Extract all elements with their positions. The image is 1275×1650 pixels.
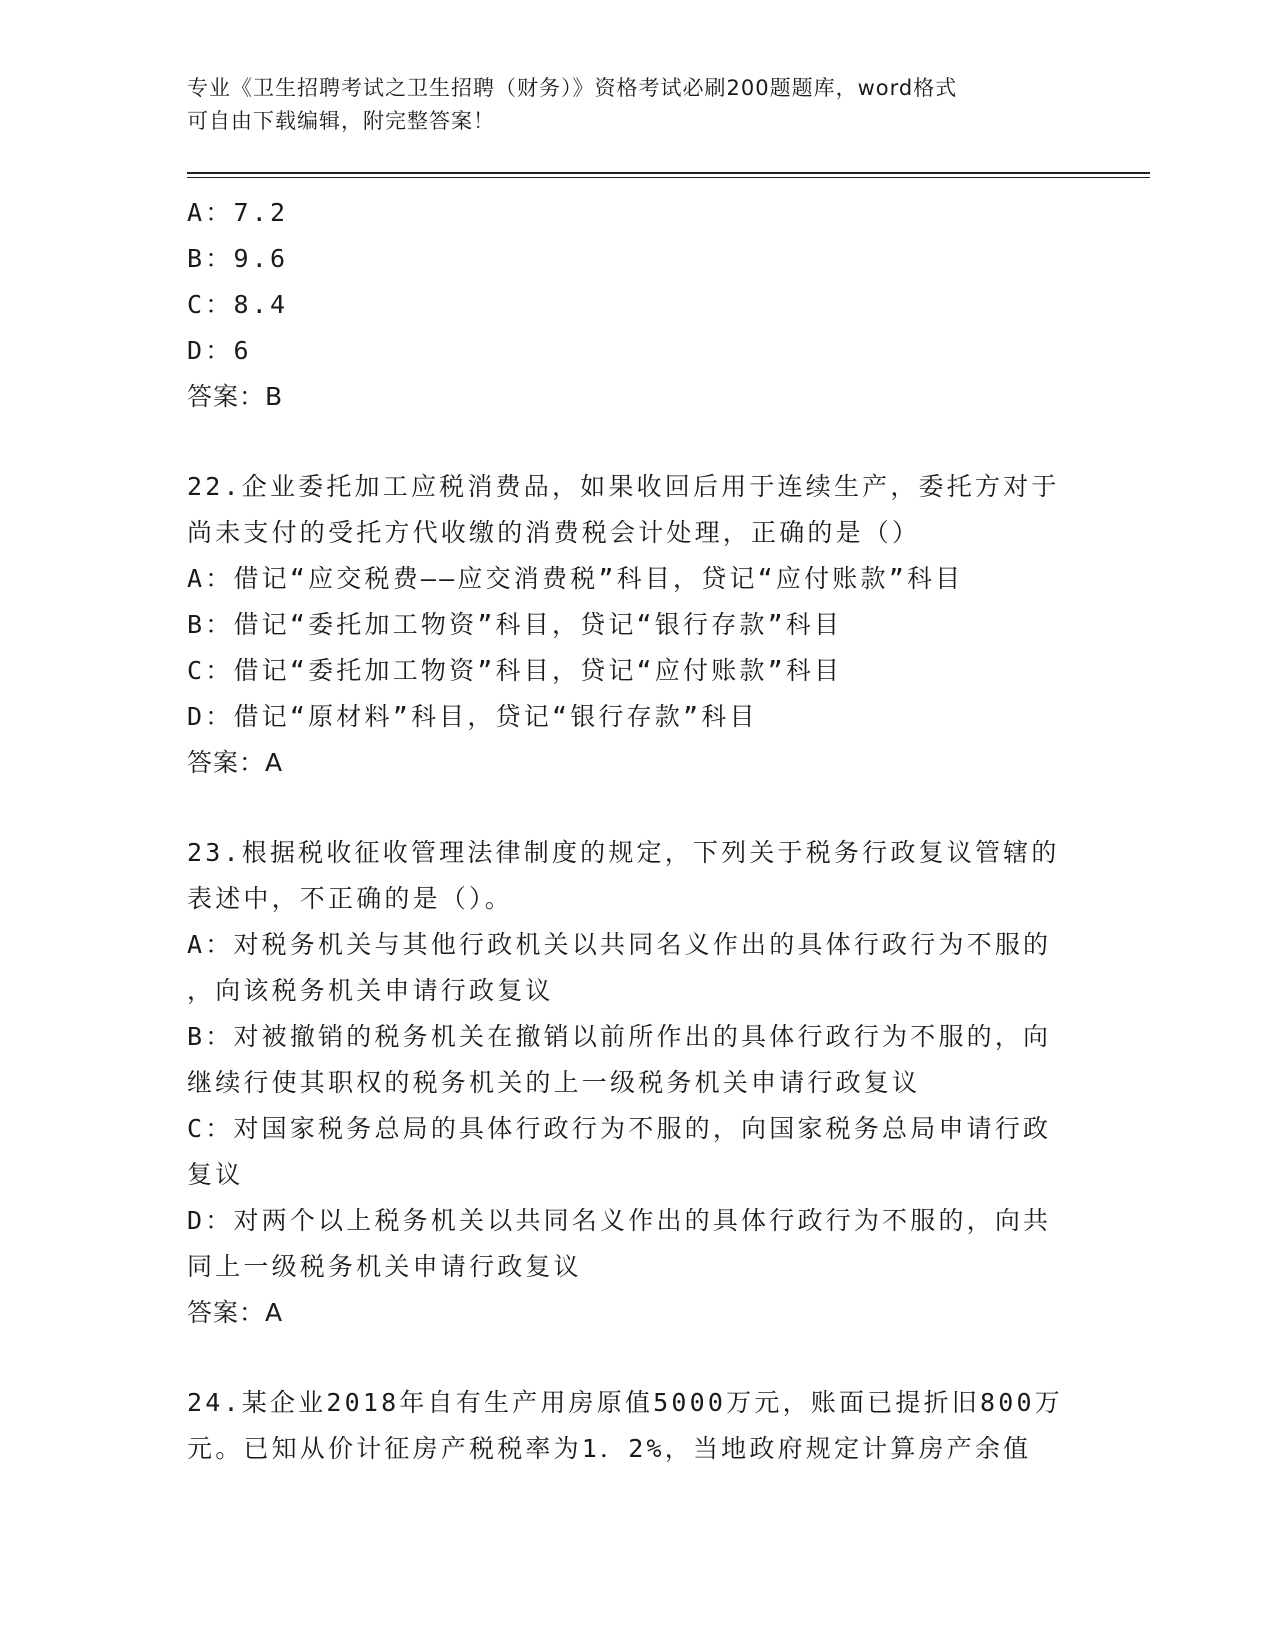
question-stem: 元。已知从价计征房产税税率为1．2%，当地政府规定计算房产余值 [187,1434,1032,1463]
header-rule-bottom [187,177,1150,178]
option-a: A：借记“应交税费——应交消费税”科目，贷记“应付账款”科目 [187,564,964,593]
option-d-cont: 同上一级税务机关申请行政复议 [187,1252,582,1281]
option-a: A：7.2 [187,198,289,227]
question-stem: 尚未支付的受托方代收缴的消费税会计处理，正确的是（） [187,518,921,547]
option-b: B：9.6 [187,244,289,273]
option-c: C：对国家税务总局的具体行政行为不服的，向国家税务总局申请行政 [187,1114,1052,1143]
option-a: A：对税务机关与其他行政机关以共同名义作出的具体行政行为不服的 [187,930,1052,959]
option-b: B：对被撤销的税务机关在撤销以前所作出的具体行政行为不服的，向 [187,1022,1052,1051]
answer-line: 答案：A [187,748,284,777]
option-c: C：借记“委托加工物资”科目，贷记“应付账款”科目 [187,656,843,685]
question-list [187,190,1087,1472]
option-d: D：对两个以上税务机关以共同名义作出的具体行政行为不服的，向共 [187,1206,1052,1235]
question-23 [187,830,1087,1336]
question-24 [187,1380,1087,1472]
option-d: D：借记“原材料”科目，贷记“银行存款”科目 [187,702,758,731]
header-rule-top [187,172,1150,174]
question-stem: 22.企业委托加工应税消费品，如果收回后用于连续生产，委托方对于 [187,472,1060,501]
answer-line: 答案：B [187,382,284,411]
header-title-line-2: 可自由下载编辑，附完整答案！ [187,109,495,133]
answer-line: 答案：A [187,1298,284,1327]
option-b-cont: 继续行使其职权的税务机关的上一级税务机关申请行政复议 [187,1068,921,1097]
option-c: C：8.4 [187,290,289,319]
header-title-line-1: 专业《卫生招聘考试之卫生招聘（财务）》资格考试必刷200题题库，word格式 [187,76,958,100]
question-22 [187,464,1087,786]
question-stem: 23.根据税收征收管理法律制度的规定，下列关于税务行政复议管辖的 [187,838,1060,867]
option-d: D：6 [187,336,252,365]
option-b: B：借记“委托加工物资”科目，贷记“银行存款”科目 [187,610,843,639]
document-header [187,72,1087,138]
question-stem: 表述中，不正确的是（）。 [187,884,513,913]
question-21 [187,190,1087,420]
option-a-cont: ，向该税务机关申请行政复议 [187,976,554,1005]
option-c-cont: 复议 [187,1160,244,1189]
question-stem: 24.某企业2018年自有生产用房原值5000万元，账面已提折旧800万 [187,1388,1063,1417]
